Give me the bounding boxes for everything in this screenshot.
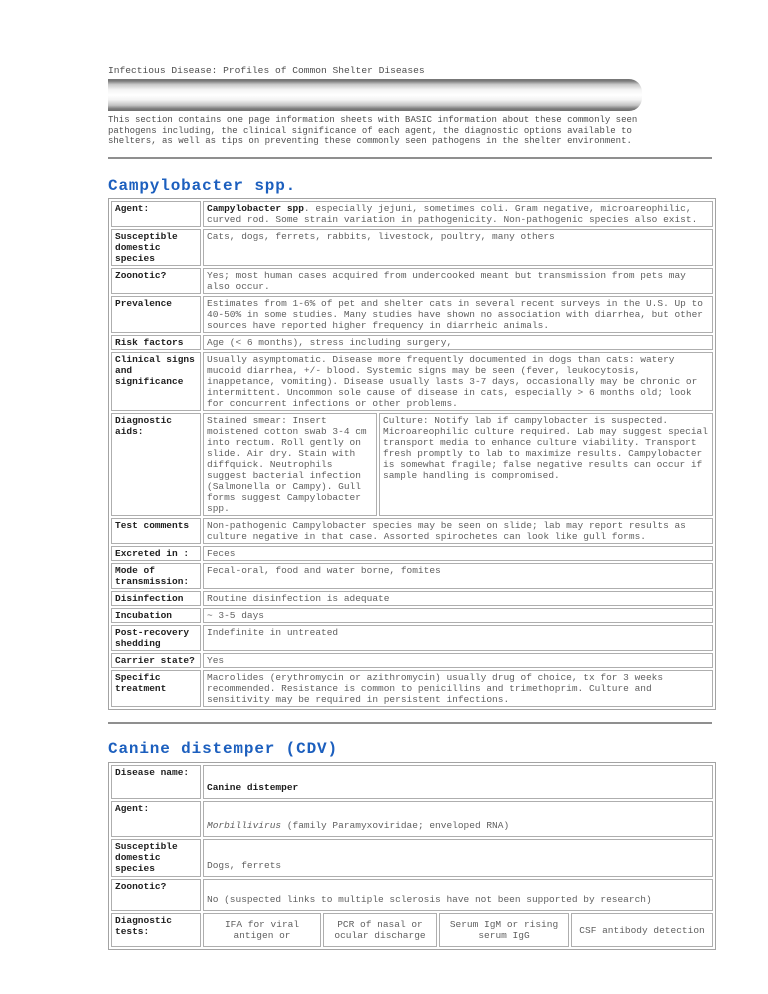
row-label-cell: Clinical signs and significance xyxy=(111,352,201,411)
row-value-cell: Macrolides (erythromycin or azithromycin) usually drug of choice, tx for 3 weeks recommended. Resistance is common to penicillins and trimethoprim. Culture and sensitivity may be required in persistent infections. xyxy=(203,670,713,707)
row-label-cell: Mode of transmission: xyxy=(111,563,201,589)
row-label-cell: Diagnostic tests: xyxy=(111,913,201,947)
row-value-cell: Yes xyxy=(203,653,713,668)
table-row-zoonotic xyxy=(111,879,713,911)
diagnostic-aids-culture-cell: Culture: Notify lab if campylobacter is suspected. Microareophilic culture required. Lab may suggest special transport media to enhance culture viability. Transport fresh promptly to lab to maximize results. Campylobacter is somewhat fragile; false negative results can occur if sample handling is compromised. xyxy=(379,413,713,516)
row-value-cell xyxy=(203,201,713,227)
row-label-cell: Risk factors xyxy=(111,335,201,350)
row-label-cell: Diagnostic aids: xyxy=(111,413,201,516)
agent-name-bold: Campylobacter spp xyxy=(207,203,304,214)
agent-description: . especially jejuni, sometimes coli. Gram negative, microareophilic, curved rod. Some strain variation in pathogenicity. Non-pathogenic species also exist. xyxy=(207,203,698,225)
row-value-cell: Dogs, ferrets xyxy=(203,839,713,877)
table-row-agent xyxy=(111,201,713,227)
row-value-cell xyxy=(203,765,713,799)
row-value-cell: No (suspected links to multiple sclerosis have not been supported by research) xyxy=(203,879,713,911)
page-header-title: Infectious Disease: Profiles of Common Shelter Diseases xyxy=(108,65,425,76)
disease-heading-campylobacter: Campylobacter spp. xyxy=(108,177,297,195)
table-row-prevalence xyxy=(111,296,713,333)
row-label-cell: Test comments xyxy=(111,518,201,544)
diagnostic-test-ifa-cell: IFA for viral antigen or xyxy=(203,913,321,947)
row-label-cell: Specific treatment xyxy=(111,670,201,707)
table-row-risk-factors xyxy=(111,335,713,350)
row-label-cell: Susceptible domestic species xyxy=(111,229,201,266)
table-row-susceptible-species xyxy=(111,839,713,877)
table-row-diagnostic-aids xyxy=(111,413,713,516)
diagnostic-test-pcr-cell: PCR of nasal or ocular discharge xyxy=(323,913,437,947)
row-value-cell: Routine disinfection is adequate xyxy=(203,591,713,606)
table-row-disinfection xyxy=(111,591,713,606)
row-value-cell: Estimates from 1-6% of pet and shelter cats in several recent surveys in the U.S. Up to 40-50% in some studies. Many studies have shown no association with diarrhea, but other sources have reported higher frequency in diarrheic animals. xyxy=(203,296,713,333)
table-row-mode-of-transmission xyxy=(111,563,713,589)
row-value-cell: ~ 3-5 days xyxy=(203,608,713,623)
row-value-cell: Indefinite in untreated xyxy=(203,625,713,651)
table-row-test-comments xyxy=(111,518,713,544)
row-value-cell xyxy=(203,801,713,837)
row-label-cell: Agent: xyxy=(111,201,201,227)
agent-family: (family Paramyxoviridae; enveloped RNA) xyxy=(281,820,510,831)
table-row-susceptible-species xyxy=(111,229,713,266)
campylobacter-profile-table xyxy=(108,198,716,710)
row-value-cell: Yes; most human cases acquired from undercooked meant but transmission from pets may also occur. xyxy=(203,268,713,294)
section-divider-top xyxy=(108,157,712,159)
gradient-divider-bar xyxy=(108,79,642,111)
table-row-carrier-state xyxy=(111,653,713,668)
disease-heading-distemper: Canine distemper (CDV) xyxy=(108,740,338,758)
agent-genus-italic: Morbillivirus xyxy=(207,820,282,831)
row-label-cell: Zoonotic? xyxy=(111,879,201,911)
row-label-cell: Excreted in : xyxy=(111,546,201,561)
row-label-cell: Disease name: xyxy=(111,765,201,799)
table-row-zoonotic xyxy=(111,268,713,294)
table-row-clinical-signs xyxy=(111,352,713,411)
table-row-agent xyxy=(111,801,713,837)
row-label-cell: Susceptible domestic species xyxy=(111,839,201,877)
row-value-cell: Cats, dogs, ferrets, rabbits, livestock, poultry, many others xyxy=(203,229,713,266)
table-row-excreted-in xyxy=(111,546,713,561)
row-label-cell: Incubation xyxy=(111,608,201,623)
row-label-cell: Agent: xyxy=(111,801,201,837)
table-row-disease-name xyxy=(111,765,713,799)
disease-name-bold: Canine distemper xyxy=(207,782,299,793)
distemper-profile-table xyxy=(108,762,716,950)
row-label-cell: Carrier state? xyxy=(111,653,201,668)
table-row-incubation xyxy=(111,608,713,623)
row-value-cell: Usually asymptomatic. Disease more frequently documented in dogs than cats: watery mucoid diarrhea, +/- blood. Systemic signs may be seen (fever, leukocytosis, inappetance, vomiting). Disease usually lasts 3-7 days, occasionally may be chronic or intermittent. Uncommon sole cause of disease in cats, especially > 6 months old; look for concurrent infections or other problems. xyxy=(203,352,713,411)
intro-paragraph: This section contains one page information sheets with BASIC information about these commonly seen pathogens including, the clinical significance of each agent, the diagnostic options available to shelters, as well as tips on preventing these commonly seen pathogens in the shelter environment. xyxy=(108,115,638,147)
row-value-cell: Age (< 6 months), stress including surgery, xyxy=(203,335,713,350)
diagnostic-aids-smear-cell: Stained smear: Insert moistened cotton swab 3-4 cm into rectum. Roll gently on slide. Air dry. Stain with diffquick. Neutrophils suggest bacterial infection (Salmonella or Campy). Gull forms suggest Campylobacter spp. xyxy=(203,413,377,516)
table-row-diagnostic-tests xyxy=(111,913,713,947)
row-value-cell: Non-pathogenic Campylobacter species may be seen on slide; lab may report results as culture negative in that case. Assorted spirochetes can look like gull forms. xyxy=(203,518,713,544)
diagnostic-test-serum-cell: Serum IgM or rising serum IgG xyxy=(439,913,569,947)
row-value-cell: Feces xyxy=(203,546,713,561)
row-label-cell: Zoonotic? xyxy=(111,268,201,294)
row-label-cell: Post-recovery shedding xyxy=(111,625,201,651)
table-row-post-recovery-shedding xyxy=(111,625,713,651)
row-value-cell: Fecal-oral, food and water borne, fomites xyxy=(203,563,713,589)
row-label-cell: Disinfection xyxy=(111,591,201,606)
section-divider-middle xyxy=(108,722,712,724)
table-row-specific-treatment xyxy=(111,670,713,707)
row-label-cell: Prevalence xyxy=(111,296,201,333)
diagnostic-test-csf-cell: CSF antibody detection xyxy=(571,913,713,947)
